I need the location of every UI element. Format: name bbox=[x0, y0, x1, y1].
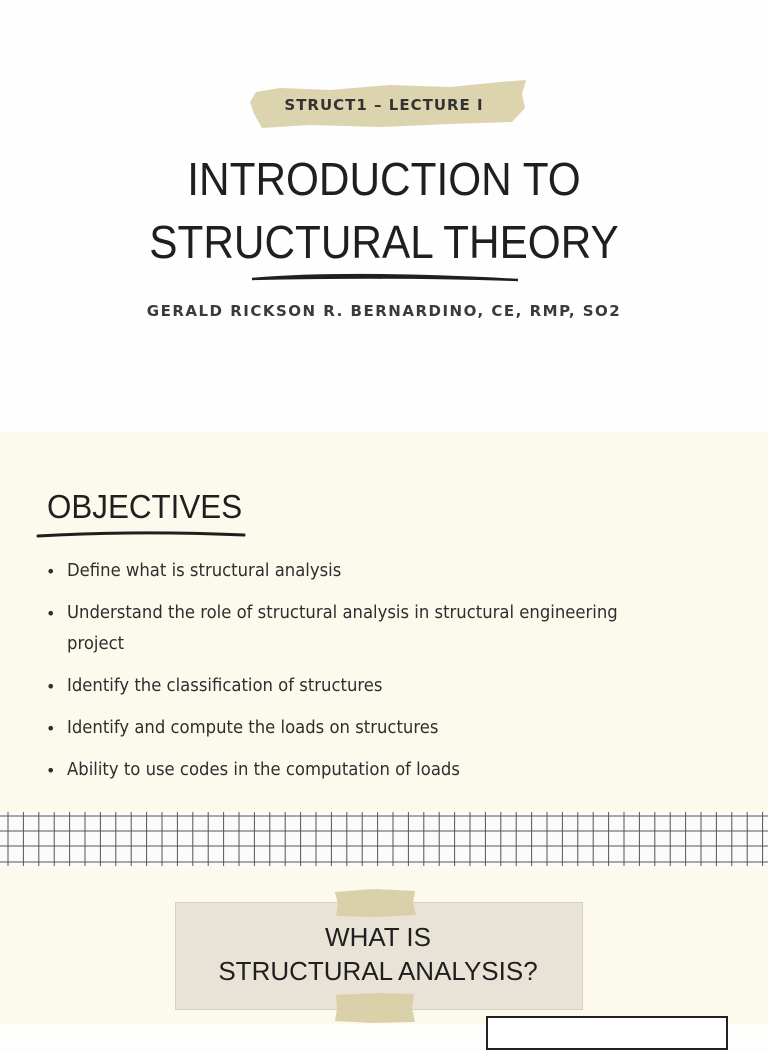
bullet-icon: • bbox=[46, 677, 56, 696]
grid-paper-strip bbox=[0, 812, 768, 866]
lecture-label: STRUCT1 – LECTURE I bbox=[284, 96, 484, 114]
list-item: • Understand the role of structural analysis in structural engineering project bbox=[44, 598, 684, 660]
bullet-icon: • bbox=[46, 604, 56, 623]
list-item: • Ability to use codes in the computation of loads bbox=[44, 755, 684, 786]
title-slide bbox=[0, 0, 768, 432]
section-title-line-2: STRUCTURAL ANALYSIS? bbox=[218, 956, 538, 986]
list-item: • Define what is structural analysis bbox=[44, 556, 684, 587]
bullet-icon: • bbox=[46, 562, 56, 581]
title-line-1: INTRODUCTION TO bbox=[187, 153, 581, 205]
author-name: GERALD RICKSON R. BERNARDINO, CE, RMP, SO2 bbox=[146, 302, 622, 320]
list-item: • Identify and compute the loads on structures bbox=[44, 713, 684, 744]
page-title bbox=[31, 148, 738, 274]
section-title bbox=[175, 920, 581, 988]
objectives-list bbox=[44, 556, 684, 797]
list-item: • Identify the classification of structures bbox=[44, 671, 684, 702]
corner-box bbox=[486, 1016, 728, 1050]
lecture-label-tape bbox=[250, 78, 528, 128]
objectives-underline bbox=[36, 530, 246, 540]
bullet-icon: • bbox=[46, 761, 56, 780]
bullet-icon: • bbox=[46, 719, 56, 738]
objectives-heading: OBJECTIVES bbox=[47, 488, 243, 525]
card-tape-bottom bbox=[333, 992, 417, 1024]
title-underline bbox=[250, 272, 520, 284]
title-line-2: STRUCTURAL THEORY bbox=[149, 216, 619, 268]
section-title-line-1: WHAT IS bbox=[325, 922, 431, 952]
objectives-slide bbox=[0, 432, 768, 1024]
card-tape-top bbox=[333, 888, 417, 918]
